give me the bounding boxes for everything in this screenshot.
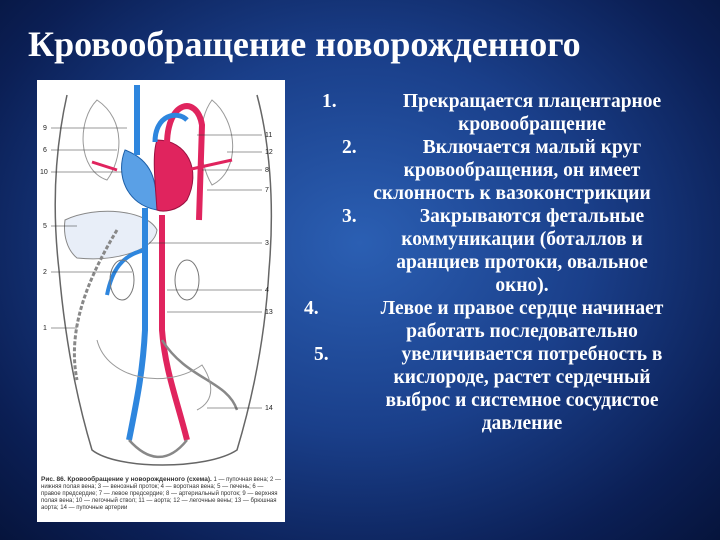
abdominal-aorta	[162, 215, 187, 440]
point-4-number: 4.	[304, 298, 319, 319]
intestine	[97, 340, 211, 410]
point-5-line-2: кислороде, растет сердечный	[393, 367, 651, 388]
point-5-number: 5.	[314, 344, 329, 365]
label-4: 4	[265, 287, 269, 294]
point-2	[292, 136, 712, 205]
point-4-line-2: работать последовательно	[406, 321, 638, 342]
label-6: 6	[43, 147, 47, 154]
label-8: 8	[265, 167, 269, 174]
label-2: 2	[43, 269, 47, 276]
label-7: 7	[265, 187, 269, 194]
slide-title: Кровообращение новорожденного	[28, 24, 581, 64]
point-4-line-1: Левое и правое сердце начинает	[380, 298, 664, 319]
point-1-line-2: кровообращение	[458, 114, 606, 135]
point-1	[292, 90, 712, 136]
heart-right	[122, 150, 157, 210]
point-4	[292, 297, 712, 343]
heart-left	[154, 140, 193, 211]
point-3-number: 3.	[342, 206, 357, 227]
label-5: 5	[43, 223, 47, 230]
point-2-line-1: Включается малый круг	[422, 137, 642, 158]
figure-caption	[41, 476, 281, 512]
label-11: 11	[265, 132, 273, 139]
point-5-line-4: давление	[481, 413, 563, 434]
point-5	[292, 343, 712, 435]
point-3-line-4: окно).	[495, 275, 549, 296]
point-2-line-2: кровообращения, он имеет	[403, 160, 641, 181]
point-5-line-1: увеличивается потребность в	[401, 344, 663, 365]
point-1-number: 1.	[322, 91, 337, 112]
point-3-line-2: коммуникации (боталлов и	[401, 229, 643, 250]
point-3-line-3: аранциев протоки, овальное	[396, 252, 648, 273]
anatomy-illustration	[37, 80, 285, 522]
point-2-line-3: склонность к вазоконстрикции	[373, 183, 651, 204]
point-3-line-1: Закрываются фетальные	[419, 206, 645, 227]
points-list	[292, 90, 712, 435]
point-1-line-1: Прекращается плацентарное	[402, 91, 662, 112]
label-3: 3	[265, 240, 269, 247]
label-1: 1	[43, 325, 47, 332]
point-3	[292, 205, 712, 297]
circulation-diagram	[37, 80, 285, 522]
caption-title: Рис. 86. Кровообращение у новорожденного (схема).	[41, 476, 212, 483]
label-12: 12	[265, 149, 273, 156]
point-2-number: 2.	[342, 137, 357, 158]
caption-text: 1 — пупочная вена; 2 — нижняя полая вена; 3 — венозный проток; 4 — воротная вена; 5 — печень; 6 — правое предсердие; 7 — левое предсердие; 8 — артериальный проток; 9 — верхняя полая вена; 10 — легочный ствол; 11 — аорта; 12 — легочные вены; 13 — брюшная аорта; 14 — пупочные артерии	[41, 477, 281, 511]
label-10: 10	[40, 169, 48, 176]
kidney-left	[110, 260, 134, 300]
kidney-right	[175, 260, 199, 300]
label-14: 14	[265, 405, 273, 412]
label-9: 9	[43, 125, 47, 132]
point-5-line-3: выброс и системное сосудистое	[385, 390, 659, 411]
right-lung	[201, 100, 233, 185]
label-13: 13	[265, 309, 273, 316]
